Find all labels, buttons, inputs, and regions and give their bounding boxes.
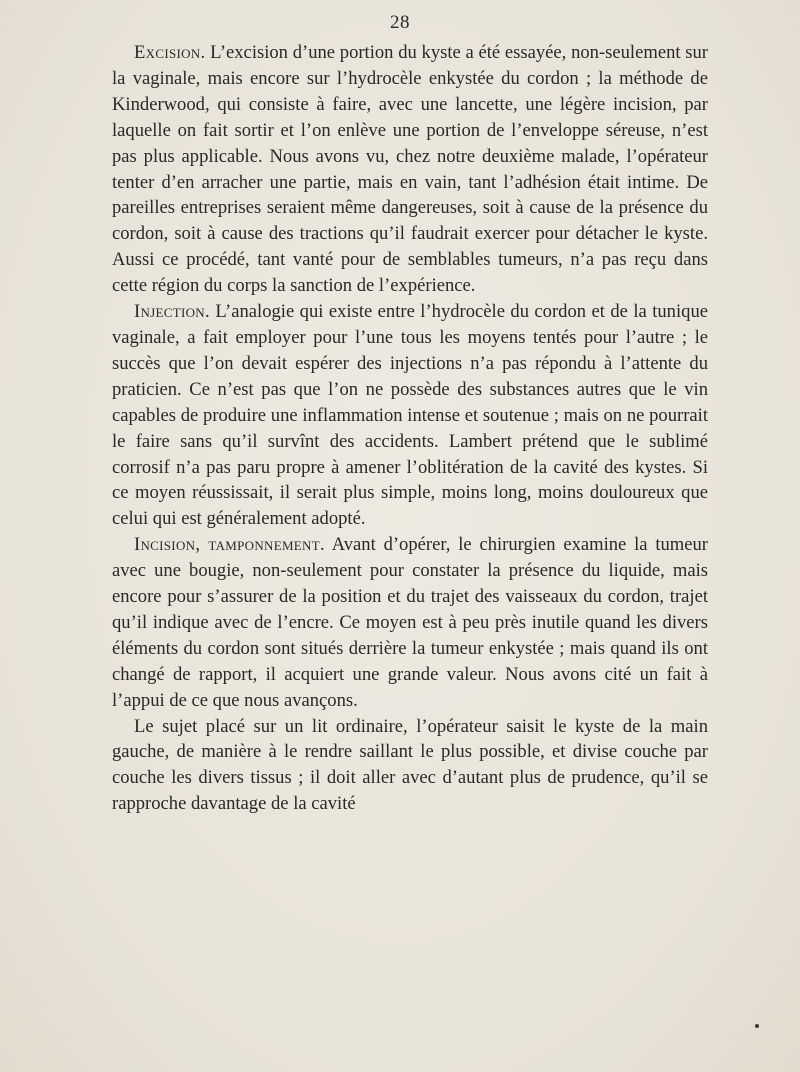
paragraph-text-incision: Avant d’opérer, le chirurgien examine la tumeur avec une bougie, non-seulement pour constater la présence du liquide, mais encore pour s’assurer de la position et du trajet des vaisseaux du cordon, trajet qu’il indique avec de l’encre. Ce moyen est à peu près inutile quand les divers éléments du cordon sont situés derrière la tumeur enkystée ; mais quand ils ont changé de rapport, il acquiert une grande valeur. Nous avons cité un fait à l’appui de ce que nous avançons. xyxy=(112,534,708,711)
ink-speck xyxy=(755,1024,759,1028)
body-text xyxy=(112,40,708,817)
page-number: 28 xyxy=(390,12,410,33)
paragraph-procedure xyxy=(112,714,708,818)
paragraph-incision xyxy=(112,532,708,713)
section-lead-excision: Excision. xyxy=(134,42,206,63)
paragraph-text-injection: L’analogie qui existe entre l’hydrocèle du cordon et de la tunique vaginale, a fait employer pour l’une tous les moyens tentés pour l’autre ; le succès que l’on devait espérer des injections n’a pas répondu à l’attente du praticien. Ce n’est pas que l’on ne possède des substances autres que le vin capables de produire une inflammation intense et soutenue ; mais on ne pourrait le faire sans qu’il survînt des accidents. Lambert prétend que le sublimé corrosif n’a pas paru propre à amener l’oblitération de la cavité des kystes. Si ce moyen réussissait, il serait plus simple, moins long, moins douloureux que celui qui est généralement adopté. xyxy=(112,301,708,530)
paragraph-excision xyxy=(112,40,708,299)
paragraph-injection xyxy=(112,299,708,532)
section-lead-incision: Incision, tamponnement. xyxy=(134,534,325,556)
paragraph-text-excision: L’excision d’une portion du kyste a été essayée, non-seulement sur la vaginale, mais encore sur l’hydrocèle enkystée du cordon ; la méthode de Kinderwood, qui consiste à faire, avec une lancette, une légère incision, par laquelle on fait sortir et l’on enlève une portion de l’enveloppe séreuse, n’est pas plus applicable. Nous avons vu, chez notre deuxième malade, l’opérateur tenter d’en arracher une partie, mais en vain, tant l’adhésion était intime. De pareilles entreprises seraient même dangereuses, soit à cause de la présence du cordon, soit à cause des tractions qu’il faudrait exercer pour détacher le kyste. Aussi ce procédé, tant vanté pour de semblables tumeurs, n’a pas reçu dans cette région du corps la sanction de l’expérience. xyxy=(112,42,708,297)
paragraph-text-procedure: Le sujet placé sur un lit ordinaire, l’opérateur saisit le kyste de la main gauche, de manière à le rendre saillant le plus possible, et divise couche par couche les divers tissus ; il doit aller avec d’autant plus de prudence, qu’il se rapproche davantage de la cavité xyxy=(112,715,708,815)
section-lead-injection: Injection. xyxy=(134,301,210,323)
